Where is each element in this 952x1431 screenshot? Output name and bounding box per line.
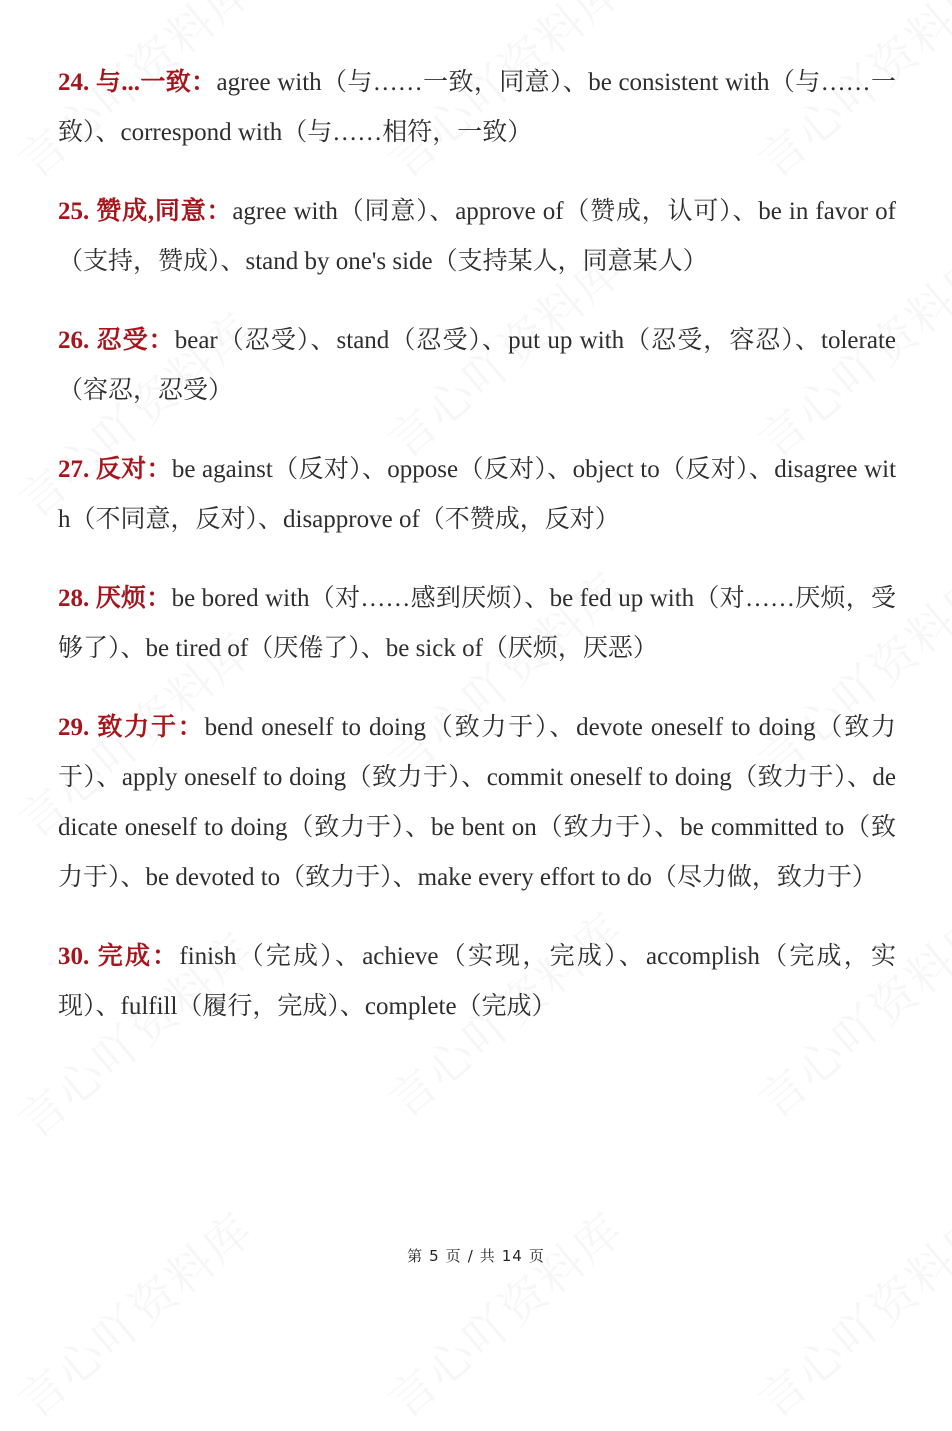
entry-title: 与...一致： [95, 69, 217, 96]
entry-24 [58, 58, 896, 158]
entry-heading [58, 585, 172, 612]
total-pages-number: 14 [501, 1247, 523, 1265]
entry-25 [58, 187, 896, 287]
entry-number: 25. [58, 198, 90, 225]
entry-title: 完成： [97, 943, 180, 970]
current-page-number: 5 [429, 1247, 440, 1265]
document-body [58, 58, 896, 1061]
entry-heading [58, 456, 172, 483]
entry-title: 忍受： [96, 327, 175, 354]
entry-text: be against（反对）、oppose（反对）、object to（反对）、disagree with（不同意，反对）、disapprove of（不赞成，反对） [58, 456, 897, 533]
entry-30 [58, 932, 896, 1032]
entry-text: bend oneself to doing（致力于）、devote oneself to doing（致力于）、apply oneself to doing（致力于）、commit oneself to doing（致力于）、dedicate oneself to doing（致力于）、be bent on（致力于）、be committed to（致力于）、be devoted to（致力于）、make every effort to do（尽力做，致力于） [58, 714, 897, 891]
entry-title: 赞成,同意： [96, 198, 233, 225]
page-footer [0, 1245, 952, 1266]
entry-text: agree with（同意）、approve of（赞成，认可）、be in favor of（支持，赞成）、stand by one's side（支持某人，同意某人） [58, 198, 896, 275]
watermark [372, 1195, 635, 1431]
entry-26 [58, 316, 896, 416]
entry-text: agree with（与……一致，同意）、be consistent with（与……一致）、correspond with（与……相符，一致） [58, 69, 896, 146]
entry-text: be bored with（对……感到厌烦）、be fed up with（对……厌烦，受够了）、be tired of（厌倦了）、be sick of（厌烦，厌恶） [58, 585, 896, 662]
entry-27 [58, 445, 896, 545]
total-suffix: 页 [528, 1247, 545, 1265]
entry-number: 27. [58, 456, 90, 483]
entry-text: finish（完成）、achieve（实现，完成）、accomplish（完成，实现）、fulfill（履行，完成）、complete（完成） [58, 943, 896, 1020]
entry-heading [58, 943, 179, 970]
entry-29 [58, 703, 896, 903]
entry-heading [58, 198, 232, 225]
entry-text: bear（忍受）、stand（忍受）、put up with（忍受，容忍）、tolerate（容忍，忍受） [58, 327, 896, 404]
watermark [2, 1195, 265, 1431]
page-prefix: 第 [407, 1247, 424, 1265]
entry-title: 致力于： [97, 714, 205, 741]
entry-number: 30. [58, 943, 90, 970]
entry-title: 厌烦： [95, 585, 172, 612]
page-separator: / [467, 1247, 474, 1265]
entry-28 [58, 574, 896, 674]
entry-heading [58, 69, 216, 96]
entry-heading [58, 714, 205, 741]
total-prefix: 共 [479, 1247, 496, 1265]
entry-number: 28. [58, 585, 90, 612]
entry-number: 24. [58, 69, 90, 96]
watermark [742, 1195, 952, 1431]
entry-number: 29. [58, 714, 90, 741]
entry-number: 26. [58, 327, 90, 354]
page-word: 页 [445, 1247, 462, 1265]
entry-heading [58, 327, 175, 354]
entry-title: 反对： [95, 456, 172, 483]
